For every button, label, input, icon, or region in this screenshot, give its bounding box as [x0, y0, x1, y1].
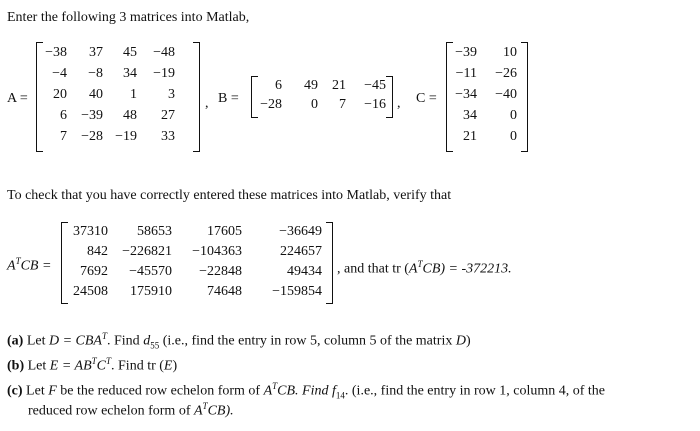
question-c-continued: reduced row echelon form of $A^TCB$). — [28, 401, 234, 419]
matrix-cell: 37310 — [73, 224, 108, 239]
matrix-cell: 10 — [503, 45, 517, 60]
matrix-cell: 21 — [332, 78, 346, 93]
intro-text: Enter the following 3 matrices into Matlab, — [7, 10, 250, 25]
separator-comma: , — [397, 96, 401, 111]
matrix-a-label: A = — [7, 91, 28, 106]
matrix-cell: −48 — [153, 45, 175, 60]
matrix-cell: 58653 — [137, 224, 172, 239]
matrix-cell: −19 — [153, 66, 175, 81]
matrix-cell: 7 — [60, 129, 67, 144]
matrix-cell: 21 — [463, 129, 477, 144]
matrix-cell: 224657 — [280, 244, 322, 259]
matrix-cell: −11 — [455, 66, 477, 81]
separator-comma: , — [205, 96, 209, 111]
matrix-cell: 74648 — [207, 284, 242, 299]
matrix-cell: 3 — [168, 87, 175, 102]
matrix-cell: 1 — [130, 87, 137, 102]
matrix-cell: −26 — [495, 66, 517, 81]
matrix-cell: 20 — [53, 87, 67, 102]
matrix-cell: 0 — [510, 129, 517, 144]
question-b: (b) Let $E = AB^TC^T$. Find tr (E) — [7, 356, 178, 374]
matrix-cell: 34 — [123, 66, 137, 81]
matrix-cell: −22848 — [199, 264, 242, 279]
matrix-cell: −8 — [88, 66, 103, 81]
matrix-cell: 34 — [463, 108, 477, 123]
matrix-cell: 6 — [275, 78, 282, 93]
matrix-c-label: C = — [416, 91, 437, 106]
matrix-cell: 7 — [339, 97, 346, 112]
matrix-cell: 6 — [60, 108, 67, 123]
check-text: To check that you have correctly entered these matrices into Matlab, verify that — [7, 188, 452, 203]
question-c: (c) Let F be the reduced row echelon form of $A^TCB$. Find $f_{14}$. (i.e., find the entry in row 1, column 4, of the — [7, 381, 605, 401]
matrix-cell: −39 — [81, 108, 103, 123]
matrix-cell: 45 — [123, 45, 137, 60]
matrix-a — [36, 42, 200, 152]
matrix-cell: 17605 — [207, 224, 242, 239]
matrix-cell: 0 — [510, 108, 517, 123]
matrix-cell: 33 — [161, 129, 175, 144]
matrix-cell: 49 — [304, 78, 318, 93]
matrix-cell: −28 — [260, 97, 282, 112]
matrix-c — [446, 42, 528, 152]
matrix-b-label: B = — [218, 91, 239, 106]
matrix-cell: 40 — [89, 87, 103, 102]
product-matrix — [61, 222, 333, 304]
matrix-cell: −16 — [364, 97, 386, 112]
matrix-cell: −4 — [52, 66, 67, 81]
matrix-cell: −39 — [455, 45, 477, 60]
matrix-cell: 0 — [311, 97, 318, 112]
matrix-cell: −45570 — [129, 264, 172, 279]
product-label: $A^TCB$ = — [7, 256, 52, 274]
matrix-cell: −28 — [81, 129, 103, 144]
matrix-cell: 842 — [87, 244, 108, 259]
matrix-b — [251, 76, 393, 118]
matrix-cell: −34 — [455, 87, 477, 102]
matrix-cell: −19 — [115, 129, 137, 144]
matrix-cell: −104363 — [192, 244, 242, 259]
matrix-cell: 24508 — [73, 284, 108, 299]
matrix-cell: −36649 — [279, 224, 322, 239]
matrix-cell: −159854 — [272, 284, 322, 299]
matrix-cell: 48 — [123, 108, 137, 123]
matrix-cell: −40 — [495, 87, 517, 102]
question-a: (a) Let $D = CBA^T$. Find $d_{55}$ (i.e., find the entry in row 5, column 5 of the matrix D) — [7, 331, 471, 351]
matrix-cell: −226821 — [122, 244, 172, 259]
matrix-cell: 49434 — [287, 264, 322, 279]
matrix-cell: 175910 — [130, 284, 172, 299]
matrix-cell: 37 — [89, 45, 103, 60]
matrix-cell: −45 — [364, 78, 386, 93]
matrix-cell: −38 — [45, 45, 67, 60]
matrix-cell: 7692 — [80, 264, 108, 279]
trace-text: , and that tr $(A^TCB) = -372213$. — [337, 259, 512, 277]
matrix-cell: 27 — [161, 108, 175, 123]
